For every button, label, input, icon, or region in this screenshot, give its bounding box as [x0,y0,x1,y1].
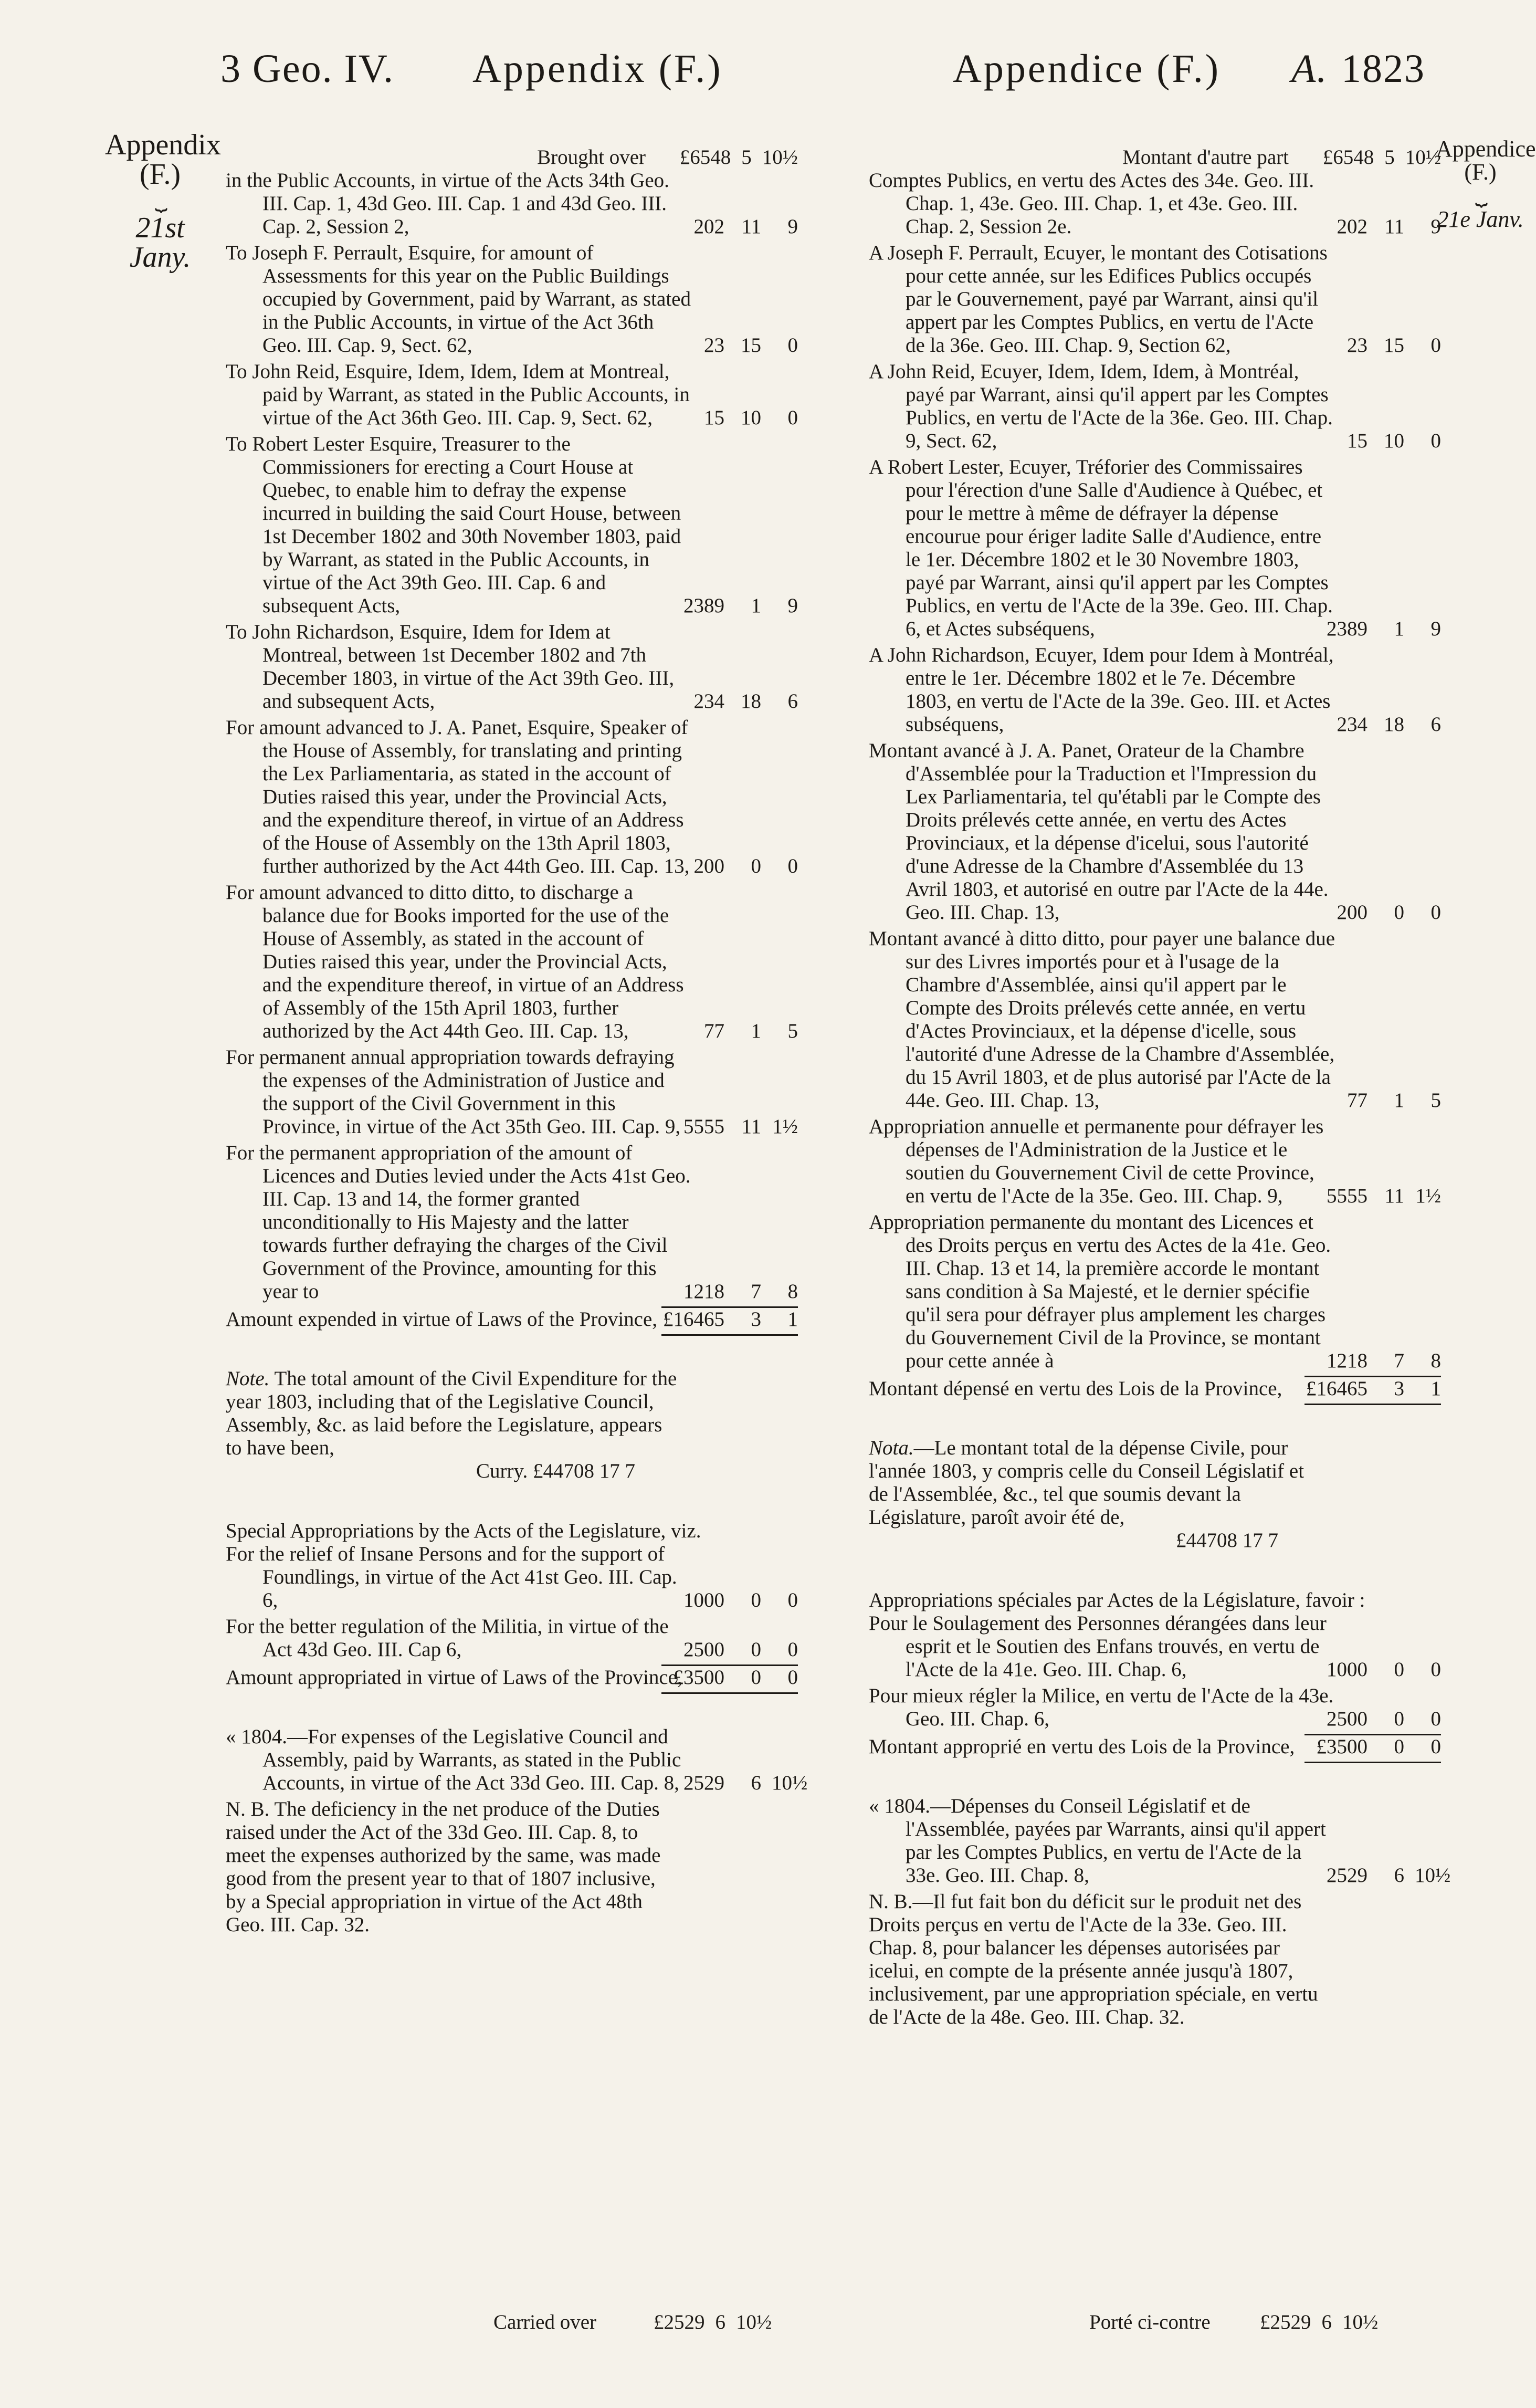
carried-over-label: Porté ci-contre [1089,2311,1211,2333]
amount-pounds: 23 [1347,334,1367,357]
amount-pence: 10½ [762,146,798,169]
amount-pounds: 23 [704,334,724,357]
entry-description: To Joseph F. Perrault, Esquire, for amount of Assessments for this year on the Public Buildings occupied by Government, paid by Warrant, as stated in the Public Accounts, in virtue of the Act 36th Geo. III. Cap. 9, Sect. 62, [226,242,691,357]
amount-pence: 5 [1430,1089,1441,1112]
total-rule [661,1692,798,1694]
entry-description: Pour mieux régler la Milice, en vertu de l'Acte de la 43e. Geo. III. Chap. 6, [869,1684,1334,1730]
note-amount: Curry. £44708 17 7 [476,1460,635,1482]
entry-amount [661,1115,798,1138]
entry-amount [1304,430,1441,453]
amount-pence: 9 [1430,617,1441,640]
amount-pounds: 2500 [683,1638,724,1661]
entry-amount [661,1280,798,1303]
amount-shillings: 7 [1394,1349,1404,1372]
amount-pence: 10½ [1405,146,1441,169]
french-column [869,146,1451,2029]
year-1804-text: « 1804.—Dépenses du Conseil Législatif et de l'Assemblée, payées par Warrants, ainsi qu'il appert par les Comptes Publics, en vertu de l'Acte de la 33e. Geo. III. Chap. 8, [869,1795,1326,1887]
amount-shillings: 6 [1394,1864,1404,1887]
amount-shillings: 11 [741,1115,761,1138]
amount-pence: 9 [787,215,798,238]
special-total-label: Amount appropriated in virtue of Laws of the Province, [226,1666,682,1689]
entry-description: To Robert Lester Esquire, Treasurer to the Commissioners for erecting a Court House at Quebec, to enable him to defray the expense incurred in building the said Court House, between 1st December 1802 and 30th November 1803, paid by Warrant, as stated in the Public Accounts, in virtue of the Act 39th Geo. III. Cap. 6 and subsequent Acts, [226,433,681,617]
amount-pounds: 2500 [1327,1708,1367,1730]
amount-shillings: 10 [1384,430,1404,452]
year-1804-entry [226,1725,808,1795]
special-entry-list [869,1612,1441,1731]
running-head-reign: 3 Geo. IV. [220,47,395,91]
amount-pounds: £16465 [663,1308,724,1331]
note-label: Note. [226,1367,270,1390]
account-entry [226,1615,798,1661]
amount-shillings: 1 [1394,617,1404,640]
amount-shillings: 18 [1384,713,1404,736]
special-total-amount [661,1666,798,1689]
carried-over-amount [1260,2310,1378,2334]
entry-amount [661,1020,798,1043]
entry-amount [661,855,798,878]
account-entry [869,1115,1441,1208]
entry-description: For the better regulation of the Militia, in virtue of the Act 43d Geo. III. Cap 6, [226,1615,669,1661]
amount-pence: 1½ [772,1115,798,1138]
brace-mark: ⏟ [155,187,165,211]
total-rule [661,1334,798,1336]
entry-amount [1304,215,1441,238]
entry-description: Appropriation annuelle et permanente pour défrayer les dépenses de l'Administration de la Justice et le soutien du Gouvernement Civil de cette Province, en vertu de l'Acte de la 35e. Geo. III. Chap. 9, [869,1115,1324,1207]
amount-pounds: £3500 [673,1666,724,1689]
amount-shillings: 11 [1384,215,1404,238]
amount-pounds: 2529 [683,1772,724,1794]
brought-over-line [226,146,798,169]
amount-pounds: 15 [704,406,724,429]
entry-description: For amount advanced to ditto ditto, to discharge a balance due for Books imported for the use of the House of Assembly, as stated in the account of Duties raised this year, under the Provincial Acts, and the expenditure thereof, in virtue of an Address of Assembly of the 15th April 1803, further authorized by the Act 44th Geo. III. Cap. 13, [226,881,684,1042]
account-entry [869,360,1441,453]
side-note-right [1436,136,1536,232]
english-column [226,146,808,1936]
special-appropriations-heading: Special Appropriations by the Acts of the Legislature, viz. [226,1520,701,1542]
account-entry [226,169,798,238]
entry-amount [661,690,798,713]
running-head-year: 1823 [1341,47,1425,91]
amount-shillings: 0 [751,1666,761,1689]
amount-pence: 0 [787,1666,798,1689]
amount-pounds: 202 [1337,215,1367,238]
note-paragraph [869,1437,1325,1552]
running-head-appendix-en: Appendix (F.) [472,47,723,91]
side-note-title: Appendix [105,129,221,161]
carried-over-line [1089,2310,1379,2334]
total-amount [1304,1377,1441,1400]
amount-pence: 8 [1430,1349,1441,1372]
carried-over-label: Carried over [493,2311,596,2333]
amount-shillings: 1 [751,1020,761,1042]
total-rule [1304,1404,1441,1405]
entry-description: To John Reid, Esquire, Idem, Idem, Idem at Montreal, paid by Warrant, as stated in the Public Accounts, in virtue of the Act 36th Geo. III. Cap. 9, Sect. 62, [226,360,690,429]
side-note-label: (F.) [140,158,181,191]
entry-amount [1304,617,1441,641]
total-line [869,1377,1441,1400]
entry-description: A Robert Lester, Ecuyer, Tréforier des Commissaires pour l'érection d'une Salle d'Audience à Québec, et pour le mettre à même de défrayer la dépense encourue pour ériger ladite Salle d'Audience, entre le 1er. Décembre 1802 et le 30 Novembre 1803, payé par Warrant, ainsi qu'il appert par les Comptes Publics, en vertu de l'Acte de la 39e. Geo. III. Chap. 6, et Actes subséquens, [869,456,1333,640]
carried-over-line [493,2310,772,2334]
amount-shillings: 0 [1394,901,1404,924]
amount-pounds: £3500 [1316,1735,1367,1758]
total-label: Montant dépensé en vertu des Lois de la Province, [869,1377,1282,1400]
entry-description: A John Richardson, Ecuyer, Idem pour Idem à Montréal, entre le 1er. Décembre 1802 et le 7e. Décembre 1803, en vertu de l'Acte de la 39e. Geo. III. et Actes subséquens, [869,644,1334,736]
entry-description: Comptes Publics, en vertu des Actes des 34e. Geo. III. Chap. 1, 43e. Geo. III. Chap. 1, et 43e. Geo. III. Chap. 2, Session 2e. [869,169,1314,238]
amount-shillings: 6 [751,1772,761,1794]
note-label: Nota. [869,1437,914,1459]
special-appropriations-heading: Appropriations spéciales par Actes de la Législature, favoir : [869,1589,1365,1611]
amount-pence: 8 [787,1280,798,1303]
account-entry [226,881,798,1043]
total-label: Amount expended in virtue of Laws of the Province, [226,1308,658,1331]
amount-pounds: 202 [693,215,724,238]
entry-amount [1304,1089,1441,1112]
amount-pounds: 1000 [1327,1658,1367,1681]
entry-amount [1304,713,1441,736]
amount-pence: 0 [1430,1708,1441,1730]
amount-pounds: 200 [693,855,724,877]
entry-amount [661,406,798,430]
entry-description: For the relief of Insane Persons and for the support of Foundlings, in virtue of the Act 41st Geo. III. Cap. 6, [226,1543,677,1611]
amount-pence: 0 [787,855,798,877]
brought-over-amount [1323,146,1441,169]
amount-pence: 0 [1430,1735,1441,1758]
account-entry [226,242,798,357]
amount-shillings: 0 [1394,1658,1404,1681]
entry-description: Montant avancé à ditto ditto, pour payer une balance due sur des Livres importés pour et à l'usage de la Chambre d'Assemblée, ainsi qu'il appert par le Compte des Droits prélevés cette année, en vertu d'Actes Provinciaux, et la dépense d'icelle, sous l'autorité d'une Adresse de la Chambre d'Assemblée, du 15 Avril 1803, et de plus autorisé par l'Acte de la 44e. Geo. III. Chap. 13, [869,927,1335,1112]
running-head-appendix-fr: Appendice (F.) [953,47,1221,91]
account-entry [226,433,798,617]
year-1804-entry [869,1795,1451,1887]
amount-shillings: 0 [751,855,761,877]
amount-shillings: 0 [751,1638,761,1661]
amount-pence: 0 [1430,1658,1441,1681]
account-entry [869,169,1441,238]
amount-pounds: £6548 [679,146,731,169]
amount-pence: 0 [787,1589,798,1611]
side-note-title: Appendice [1436,136,1536,162]
account-entry [869,927,1441,1112]
amount-shillings: 6 [1321,2311,1332,2333]
nota-bene-paragraph: N. B.—Il fut fait bon du déficit sur le produit net des Droits perçus en vertu de l'Acte de la 33e. Geo. III. Chap. 8, pour balancer les dépenses autorisées par icelui, en compte de la présente année jusqu'à 1807, inclusivement, par une appropriation spéciale, en vertu de l'Acte de la 48e. Geo. III. Chap. 32. [869,1890,1318,2028]
amount-pounds: 1000 [683,1589,724,1611]
entry-description: Appropriation permanente du montant des Licences et des Droits perçus en vertu des Actes de la 41e. Geo. III. Chap. 13 et 14, la première accorde le montant sans condition à Sa Majesté, et le dernier spécifie qu'il sera pour défrayer plus amplement les charges du Gouvernement Civil de la Province, se montant pour cette année à [869,1211,1331,1372]
entry-description: Montant avancé à J. A. Panet, Orateur de la Chambre d'Assemblée pour la Traduction et l'Impression du Lex Parliamentaria, tel qu'établi par le Compte des Droits prélevés cette année, en vertu des Actes Provinciaux, et la dépense d'icelui, sous l'autorité d'une Adresse de la Chambre d'Assemblée du 13 Avril 1803, et autorisé en outre par l'Acte de la 44e. Geo. III. Chap. 13, [869,739,1329,924]
amount-shillings: 0 [1394,1708,1404,1730]
amount-pounds: £6548 [1322,146,1374,169]
year-1804-amount [661,1772,808,1795]
note-amount: £44708 17 7 [1176,1529,1278,1552]
amount-shillings: 7 [751,1280,761,1303]
amount-pounds: £16465 [1306,1377,1367,1400]
entry-description: For the permanent appropriation of the amount of Licences and Duties levied under the Acts 41st Geo. III. Cap. 13 and 14, the former granted unconditionally to His Majesty and the latter towards further defraying the charges of the Civil Government of the Province, amounting for this year to [226,1142,691,1303]
amount-pence: 0 [1430,901,1441,924]
amount-pence: 0 [1430,334,1441,357]
entry-amount [661,1638,798,1661]
brought-over-line [869,146,1441,169]
account-entry [869,644,1441,736]
entry-description: For permanent annual appropriation towards defraying the expenses of the Administration of Justice and the support of the Civil Government in this Province, in virtue of the Act 35th Geo. III. Cap. 9, [226,1046,681,1138]
note-text: —Le montant total de la dépense Civile, pour l'année 1803, y compris celle du Conseil Législatif et de l'Assemblée, &c., tel que soumis devant la Législature, paroît avoir été de, [869,1437,1304,1528]
account-entry [869,1684,1441,1731]
year-1804-text: « 1804.—For expenses of the Legislative Council and Assembly, paid by Warrants, as stated in the Public Accounts, in virtue of the Act 33d Geo. III. Cap. 8, [226,1725,681,1794]
amount-pounds: 234 [693,690,724,713]
amount-shillings: 6 [715,2311,725,2333]
entry-list [869,169,1441,1373]
amount-shillings: 5 [741,146,752,169]
special-total-line [869,1735,1441,1758]
note-text: The total amount of the Civil Expenditure for the year 1803, including that of the Legislative Council, Assembly, &c. as laid before the Legislature, appears to have been, [226,1367,677,1459]
amount-pence: 1 [1430,1377,1441,1400]
entry-amount [1304,1349,1441,1373]
amount-pence: 0 [787,334,798,357]
entry-amount [1304,1658,1441,1681]
amount-pence: 5 [787,1020,798,1042]
amount-pounds: £2529 [1260,2311,1311,2333]
amount-shillings: 3 [751,1308,761,1331]
entry-amount [661,594,798,617]
carried-over-amount [654,2310,772,2334]
entry-description: A John Reid, Ecuyer, Idem, Idem, Idem, à Montréal, payé par Warrant, ainsi qu'il appert par les Comptes Publics, en vertu de l'Acte de la 36e. Geo. III. Chap. 9, Sect. 62, [869,360,1333,452]
entry-amount [661,1589,798,1612]
special-total-label: Montant approprié en vertu des Lois de la Province, [869,1735,1295,1758]
amount-pounds: 200 [1337,901,1367,924]
amount-shillings: 3 [1394,1377,1404,1400]
amount-pence: 6 [1430,713,1441,736]
entry-description: in the Public Accounts, in virtue of the Acts 34th Geo. III. Cap. 1, 43d Geo. III. Cap. 1 and 43d Geo. III. Cap. 2, Session 2, [226,169,669,238]
amount-pounds: 5555 [683,1115,724,1138]
amount-pounds: 2389 [1327,617,1367,640]
entry-list [226,169,798,1303]
total-rule [1304,1762,1441,1763]
amount-shillings: 5 [1384,146,1395,169]
brought-over-label: Brought over [537,146,646,169]
entry-description: For amount advanced to J. A. Panet, Esquire, Speaker of the House of Assembly, for translating and printing the Lex Parliamentaria, as stated in the account of Duties raised this year, under the Provincial Acts, and the expenditure thereof, in virtue of an Address of the House of Assembly on the 13th April 1803, further authorized by the Act 44th Geo. III. Cap. 13, [226,716,690,877]
entry-description: To John Richardson, Esquire, Idem for Idem at Montreal, between 1st December 1802 and 7th December 1803, in virtue of the Act 39th Geo. III, and subsequent Acts, [226,621,675,713]
entry-amount [1304,901,1441,924]
amount-pence: 10½ [736,2311,772,2333]
amount-pence: 10½ [1342,2311,1379,2333]
brace-mark: ⏟ [1475,182,1486,206]
entry-amount [1304,1185,1441,1208]
total-amount [661,1308,798,1331]
brought-over-label: Montant d'autre part [1122,146,1289,169]
entry-amount [661,334,798,357]
entry-amount [661,215,798,238]
amount-pounds: £2529 [654,2311,705,2333]
special-total-amount [1304,1735,1441,1758]
account-entry [226,1543,798,1612]
amount-shillings: 15 [1384,334,1404,357]
amount-shillings: 1 [751,594,761,617]
amount-pounds: 234 [1337,713,1367,736]
side-note-date: 21e Janv. [1437,206,1524,232]
entry-description: A Joseph F. Perrault, Ecuyer, le montant des Cotisations pour cette année, sur les Edifices Publics occupés par le Gouvernement, payé par Warrant, ainsi qu'il appert par les Comptes Publics, en vertu de l'Acte de la 36e. Geo. III. Chap. 9, Section 62, [869,242,1328,357]
side-note-date: 21st Jany. [129,212,191,274]
entry-amount [1304,1708,1441,1731]
side-note-left [105,129,221,274]
special-total-line [226,1666,798,1689]
amount-shillings: 15 [741,334,761,357]
account-entry [226,716,798,878]
amount-pence: 10½ [1415,1864,1451,1887]
amount-pence: 6 [787,690,798,713]
account-entry [226,360,798,430]
amount-pounds: 5555 [1327,1185,1367,1207]
amount-pounds: 77 [1347,1089,1367,1112]
amount-pounds: 15 [1347,430,1367,452]
year-1804-amount [1304,1864,1451,1887]
amount-shillings: 11 [1384,1185,1404,1207]
amount-pounds: 2529 [1327,1864,1367,1887]
amount-shillings: 11 [741,215,761,238]
amount-pounds: 1218 [683,1280,724,1303]
amount-pence: 10½ [772,1772,808,1794]
nota-bene-paragraph: N. B. The deficiency in the net produce of the Duties raised under the Act of the 33d Geo. III. Cap. 8, to meet the expenses authorized by the same, was made good from the present year to that of 1807 inclusive, by a Special appropriation in virtue of the Act 48th Geo. III. Cap. 32. [226,1798,661,1936]
amount-shillings: 1 [1394,1089,1404,1112]
amount-pence: 9 [787,594,798,617]
account-entry [869,739,1441,924]
account-entry [869,242,1441,357]
account-entry [226,1046,798,1138]
amount-shillings: 0 [1394,1735,1404,1758]
amount-shillings: 18 [741,690,761,713]
account-entry [869,456,1441,641]
entry-description: Pour le Soulagement des Personnes dérangées dans leur esprit et le Soutien des Enfans trouvés, en vertu de l'Acte de la 41e. Geo. III. Chap. 6, [869,1612,1327,1681]
amount-shillings: 0 [751,1589,761,1611]
amount-pence: 0 [1430,430,1441,452]
amount-pounds: 2389 [683,594,724,617]
account-entry [869,1211,1441,1373]
amount-pounds: 77 [704,1020,724,1042]
amount-pence: 1 [787,1308,798,1331]
amount-pence: 9 [1430,215,1441,238]
amount-pence: 1½ [1415,1185,1441,1207]
amount-pence: 0 [787,406,798,429]
running-head-letter: A. [1291,47,1328,91]
side-note-label: (F.) [1464,159,1497,185]
amount-shillings: 10 [741,406,761,429]
account-entry [869,1612,1441,1681]
total-line [226,1308,798,1331]
note-paragraph [226,1367,682,1483]
account-entry [226,621,798,713]
amount-pounds: 1218 [1327,1349,1367,1372]
brought-over-amount [680,146,798,169]
entry-amount [1304,334,1441,357]
special-entry-list [226,1543,798,1661]
account-entry [226,1142,798,1303]
amount-pence: 0 [787,1638,798,1661]
